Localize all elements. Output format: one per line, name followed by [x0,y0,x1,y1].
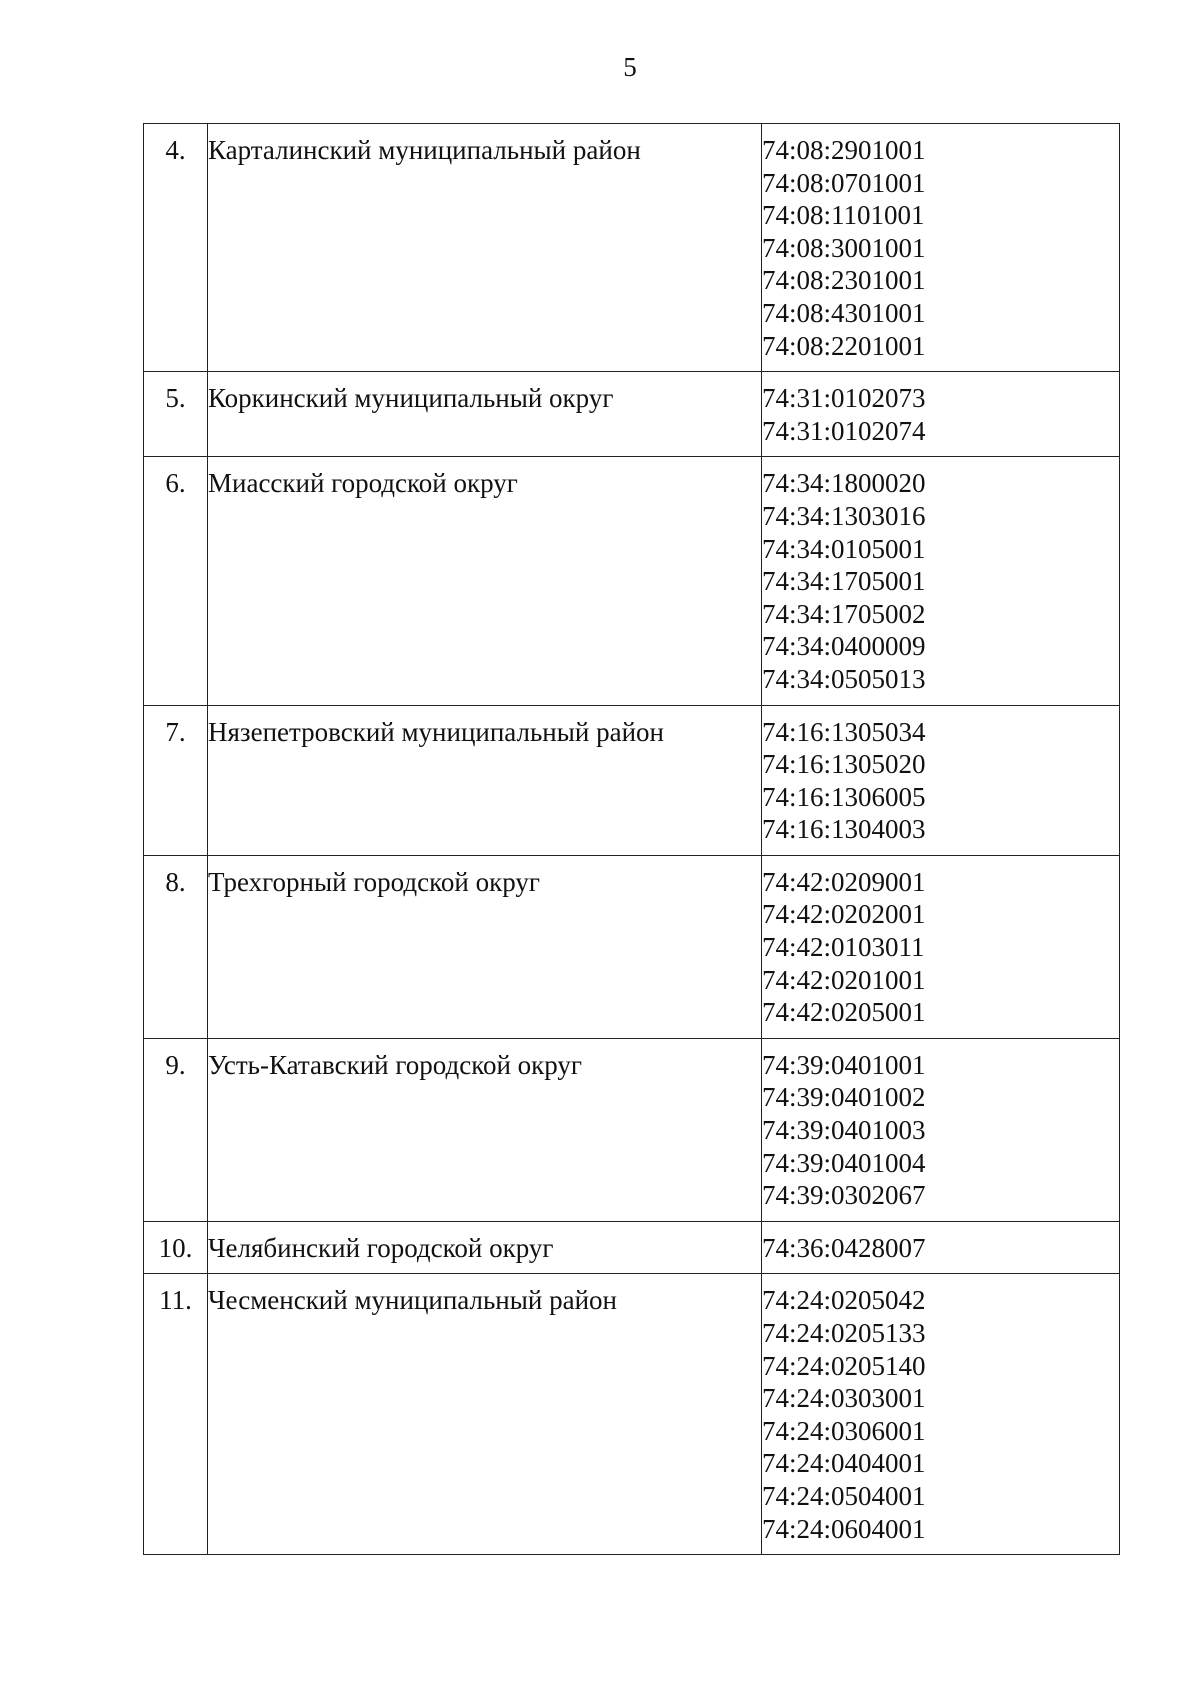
row-number: 5. [144,372,208,457]
cadastral-code: 74:08:3001001 [762,232,926,263]
cadastral-code: 74:34:1800020 [762,468,926,499]
cadastral-code: 74:34:0400009 [762,631,926,662]
table-body [144,124,1120,1555]
cadastral-code: 74:08:2901001 [762,135,926,165]
cadastral-code: 74:08:4301001 [762,297,926,328]
cadastral-code: 74:39:0401001 [762,1049,926,1080]
table-row [144,372,1120,457]
cadastral-code: 74:42:0201001 [762,964,926,995]
cadastral-code: 74:42:0103011 [762,932,925,963]
row-number: 11. [144,1274,208,1555]
cadastral-code: 74:24:0404001 [762,1448,926,1479]
cadastral-codes [762,124,1120,372]
cadastral-code: 74:16:1305020 [762,749,926,780]
cadastral-codes [762,855,1120,1038]
municipality-name: Карталинский муниципальный район [208,124,762,372]
cadastral-code: 74:24:0205140 [762,1350,926,1381]
table-row [144,1038,1120,1221]
municipality-name: Трехгорный городской округ [208,855,762,1038]
cadastral-codes [762,1221,1120,1274]
municipality-name: Нязепетровский муниципальный район [208,705,762,855]
cadastral-code: 74:16:1304003 [762,814,926,845]
cadastral-code: 74:34:1705002 [762,598,926,629]
cadastral-code: 74:24:0604001 [762,1513,926,1544]
cadastral-code: 74:39:0401004 [762,1147,926,1178]
table-row [144,457,1120,705]
table-row [144,1274,1120,1555]
table-row [144,1221,1120,1274]
cadastral-code: 74:34:0505013 [762,663,926,694]
cadastral-code: 74:34:0105001 [762,533,926,564]
row-number: 7. [144,705,208,855]
cadastral-code: 74:24:0205133 [762,1318,926,1348]
municipality-name: Коркинский муниципальный округ [208,372,762,457]
cadastral-code: 74:42:0202001 [762,899,926,930]
row-number: 8. [144,855,208,1038]
cadastral-codes [762,705,1120,855]
row-number: 6. [144,457,208,705]
cadastral-code: 74:08:2201001 [762,330,926,361]
municipality-name: Миасский городской округ [208,457,762,705]
cadastral-code: 74:08:1101001 [762,200,925,231]
row-number: 10. [144,1221,208,1274]
cadastral-codes [762,457,1120,705]
cadastral-code: 74:42:0205001 [762,997,926,1028]
municipality-name: Усть-Катавский городской округ [208,1038,762,1221]
cadastral-code: 74:16:1305034 [762,716,926,747]
cadastral-code: 74:08:2301001 [762,265,926,296]
cadastral-code: 74:39:0401002 [762,1082,926,1113]
cadastral-code: 74:24:0303001 [762,1383,926,1414]
cadastral-code: 74:24:0306001 [762,1415,926,1446]
table-row [144,705,1120,855]
row-number: 9. [144,1038,208,1221]
cadastral-code: 74:39:0302067 [762,1180,926,1211]
cadastral-code: 74:08:0701001 [762,167,926,198]
row-number: 4. [144,124,208,372]
cadastral-code: 74:24:0504001 [762,1480,926,1511]
municipality-name: Чесменский муниципальный район [208,1274,762,1555]
cadastral-code: 74:16:1306005 [762,781,926,812]
cadastral-code: 74:31:0102074 [762,415,926,446]
cadastral-code: 74:39:0401003 [762,1115,926,1146]
cadastral-codes [762,1038,1120,1221]
page-number: 5 [623,52,637,82]
cadastral-codes [762,1274,1120,1555]
municipality-name: Челябинский городской округ [208,1221,762,1274]
cadastral-code: 74:24:0205042 [762,1285,926,1316]
cadastral-code: 74:34:1705001 [762,566,926,597]
cadastral-code: 74:36:0428007 [762,1232,926,1263]
cadastral-table [143,123,1120,1555]
cadastral-code: 74:31:0102073 [762,383,926,414]
cadastral-codes [762,372,1120,457]
cadastral-code: 74:34:1303016 [762,500,926,531]
table-row [144,855,1120,1038]
table-row [144,124,1120,372]
cadastral-code: 74:42:0209001 [762,866,926,897]
